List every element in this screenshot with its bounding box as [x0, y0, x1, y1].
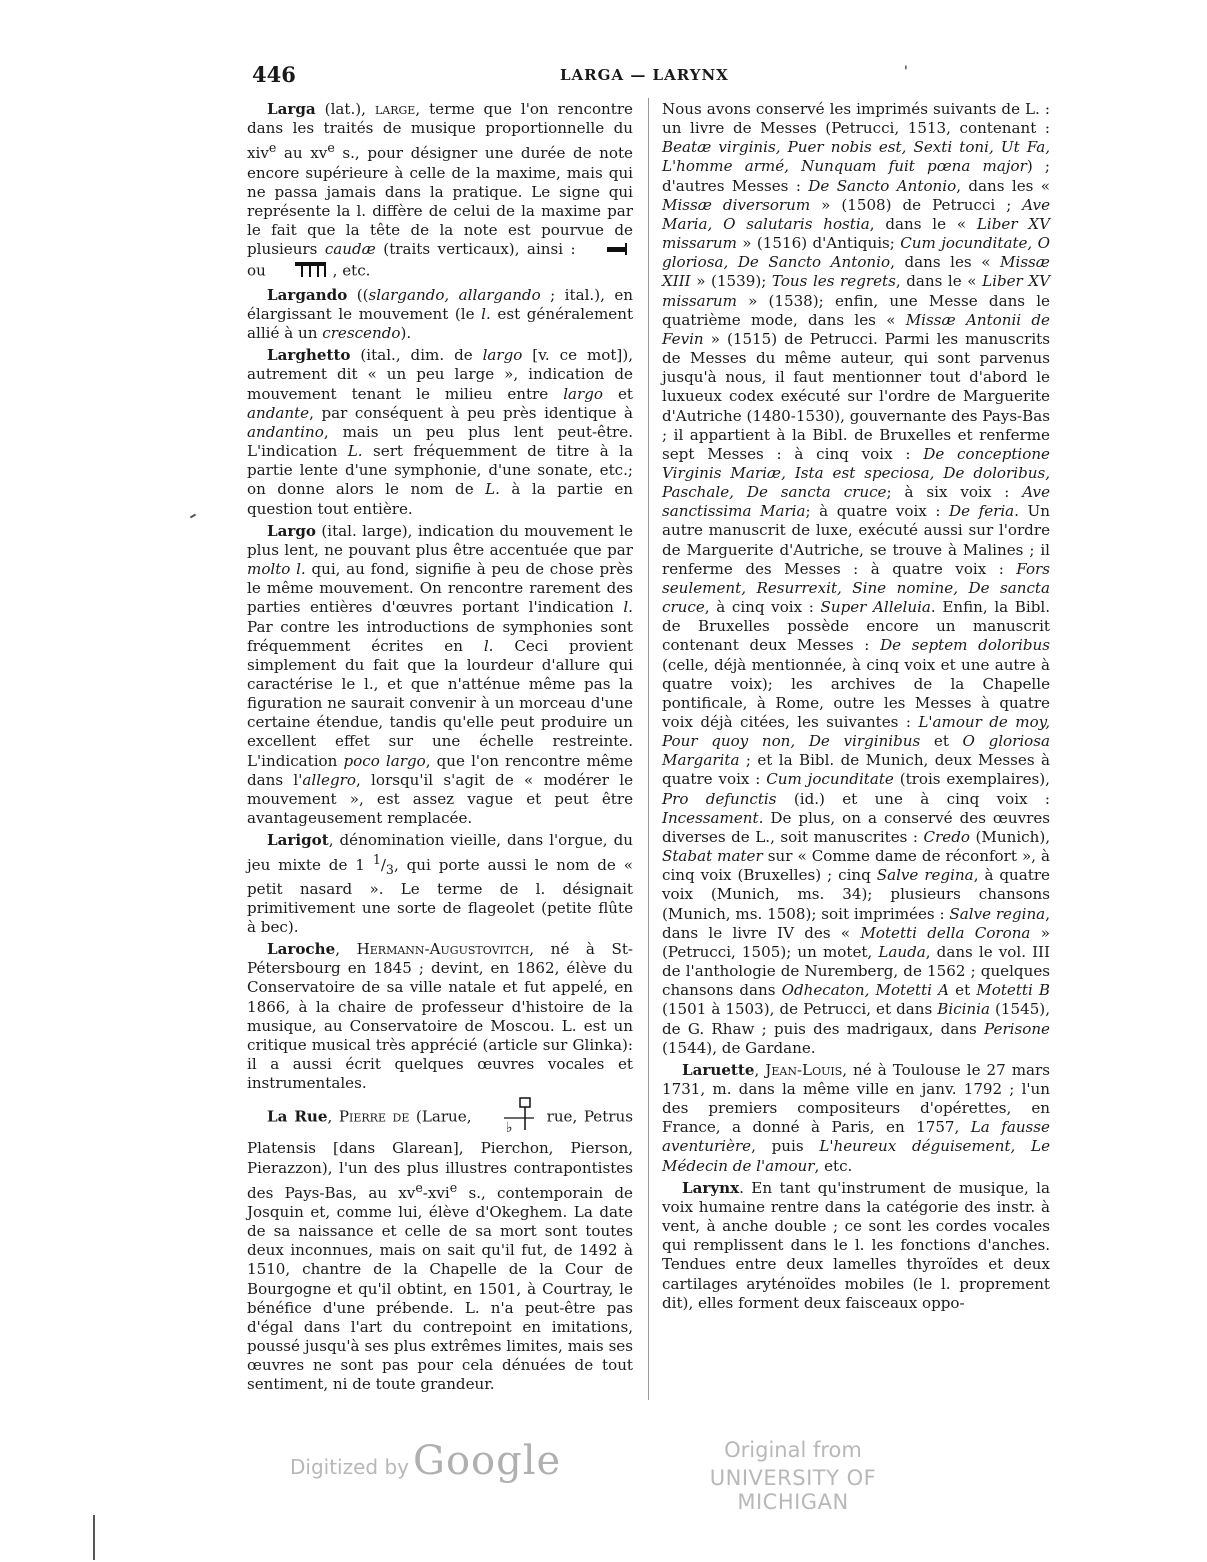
- google-logo: Google: [413, 1438, 562, 1484]
- page-header: [0, 62, 1207, 92]
- entry-larghetto: Larghetto (ital., dim. de largo [v. ce mot]), autrement dit « un peu large », indication de mouvement tenant le milieu entre largo et andante, par conséquent à peu près identique à andantino, mais un peu plus lent peut-être. L'indication L. sert fréquemment de titre à la partie lente d'une symphonie, d'une sonate, etc.; on donne alors le nom de L. à la partie en question tout entière.: [247, 346, 634, 518]
- page-number: 446: [252, 62, 296, 87]
- scan-mark: [93, 1515, 95, 1560]
- entry-larue-cont: Nous avons conservé les imprimés suivants de L. : un livre de Messes (Petrucci, 1513, contenant : Beatæ virginis, Puer nobis est, Sexti toni, Ut Fa, L'homme armé, Nunquam fuit pœna major) ; d'autres Messes : De Sancto Antonio, dans les « Missæ diversorum » (1508) de Petrucci ; Ave Maria, O salutaris hostia, dans le « Liber XV missarum » (1516) d'Antiquis; Cum jocunditate, O gloriosa, De Sancto Antonio, dans les « Missæ XIII » (1539); Tous les regrets, dans le « Liber XV missarum » (1538); enfin, une Messe dans le quatrième mode, dans les « Missæ Antonii de Fevin » (1515) de Petrucci. Parmi les manuscrits de Messes du même auteur, qui sont parvenus jusqu'à nous, il faut mentionner tout d'abord le luxueux codex exécuté sur l'ordre de Marguerite d'Autriche (1480-1530), gouvernante des Pays-Bas ; il appartient à la Bibl. de Bruxelles et renferme sept Messes : à cinq voix : De conceptione Virginis Mariæ, Ista est speciosa, De doloribus, Paschale, De sancta cruce; à six voix : Ave sanctissima Maria; à quatre voix : De feria. Un autre manuscrit de luxe, exécuté aussi sur l'ordre de Marguerite d'Autriche, se trouve à Malines ; il renferme des Messes : à quatre voix : Fors seulement, Resurrexit, Sine nomine, De sancta cruce, à cinq voix : Super Alleluia. Enfin, la Bibl. de Bruxelles possède encore un manuscrit contenant deux Messes : De septem doloribus (celle, déjà mentionnée, à cinq voix et une autre à quatre voix); les archives de la Chapelle pontificale, à Rome, outre les Messes à quatre voix déjà citées, les suivantes : L'amour de moy, Pour quoy non, De virginibus et O gloriosa Margarita ; et la Bibl. de Munich, deux Messes à quatre voix : Cum jocunditate (trois exemplaires), Pro defunctis (id.) et une à cinq voix : Incessament. De plus, on a conservé des œuvres diverses de L., soit manuscrites : Credo (Munich), Stabat mater sur « Comme dame de réconfort », à cinq voix (Bruxelles) ; cinq Salve regina, à quatre voix (Munich, ms. 34); plusieurs chansons (Munich, ms. 1508); soit imprimées : Salve regina, dans le livre IV des « Motetti della Corona » (Petrucci, 1505); un motet, Lauda, dans le vol. III de l'anthologie de Nuremberg, de 1562 ; quelques chansons dans Odhecaton, Motetti A et Motetti B (1501 à 1503), de Petrucci, et dans Bicinia (1545), de G. Rhaw ; puis des madrigaux, dans Perisone (1544), de Gardane.: [662, 100, 1051, 1057]
- entry-larynx: Larynx. En tant qu'instrument de musique, la voix humaine rentre dans la catégorie des instr. à vent, à anche double ; ce sont les cordes vocales qui remplissent dans le l. les fonctions d'anches. Tendues entre deux lamelles thyroïdes et deux cartilages aryténoïdes mobiles (le l. proprement dit), elles forment deux faisceaux oppo-: [662, 1178, 1050, 1312]
- music-note-glyph-icon: [275, 260, 329, 283]
- entry-largo: Largo (ital. large), indication du mouvement le plus lent, ne pouvant plus être accentuée que par molto l. qui, au fond, signifie à peu de chose près le même mouvement. On rencontre rarement des parties entières d'œuvres portant l'indication l. Par contre les introductions de symphonies sont fréquemment écrites en l. Ceci provient simplement du fait que la lourdeur d'allure qui caractérise le l., et que n'atténue même pas la figuration ne saurait convenir à un morceau d'une certaine étendue, tandis qu'elle peut produire un excellent effet sur une échelle restreinte. L'indication poco largo, que l'on rencontre même dans l'allegro, lorsqu'il s'agit de « modérer le mouvement », est assez vague et peut être avantageusement remplacée.: [247, 521, 633, 828]
- right-column: [662, 100, 1050, 1316]
- svg-text:♭: ♭: [506, 1120, 513, 1135]
- original-from-watermark: [668, 1438, 918, 1514]
- left-column: [247, 100, 633, 1398]
- digitized-label: Digitized by: [290, 1455, 409, 1479]
- entry-largando: Largando ((slargando, allargando ; ital.), en élargissant le mouvement (le l. est généralement allié à un crescendo).: [247, 285, 634, 343]
- music-note-glyph-icon: [587, 241, 629, 260]
- original-from-label: Original from: [724, 1438, 862, 1462]
- entry-larigot: Larigot, dénomination vieille, dans l'orgue, du jeu mixte de 1 $^1/_3$, qui porte aussi le nom de « petit nasard ». Le terme de l. désignait primitivement une sorte de flageolet (petite flûte à bec).: [247, 831, 633, 936]
- university-label: UNIVERSITY OF MICHIGAN: [709, 1466, 877, 1514]
- scan-mark: [190, 514, 196, 519]
- digitized-by-watermark: [290, 1438, 561, 1484]
- music-note-glyph-icon: [482, 1096, 536, 1139]
- running-head: LARGA — LARYNX: [560, 66, 729, 84]
- entry-laroche: Laroche, Hermann-Augustovitch, né à St-Pétersbourg en 1845 ; devint, en 1862, élève du Conservatoire de sa ville natale et fut appelé, en 1866, à la chaire de professeur d'histoire de la musique, au Conservatoire de Moscou. L. est un critique musical très apprécié (article sur Glinka): il a aussi écrit quelques œuvres vocales et instrumentales.: [247, 940, 633, 1093]
- header-mark: ': [904, 64, 908, 80]
- entry-larga: Larga (lat.), large, terme que l'on rencontre dans les traités de musique proportionnelle du xiv$^e$ au $xv^e$ s., pour désigner une durée de note encore supérieure à celle de la maxime, mais qui ne passa jamais dans la pratique. Le signe qui représente la l. diffère de celui de la maxime par le fait que la tête de la note est pourvue de plusieurs caudæ (traits verticaux), ainsi : ou , etc.: [247, 100, 633, 283]
- entry-larue: La Rue, Pierre de (Larue, ♭ rue, Petrus Platensis [dans Glarean], Pierchon, Pierson, Pierazzon), l'un des plus illustres contrapontistes des Pays-Bas, au $xv^e-xvi^e$ s., contemporain de Josquin et, comme lui, élève d'Okeghem. La date de sa naissance et celle de sa mort sont toutes deux inconnues, mais on sait qu'il fut, de 1492 à 1510, chantre de la Chapelle de la Cour de Bourgogne et qu'il obtint, en 1501, à Courtray, le bénéfice d'une prébende. L. n'a peut-être pas d'égal dans l'art du contrepoint en imitations, poussé jusqu'à ses plus extrêmes limites, mais ses œuvres ne sont pas pour cela dénuées de tout sentiment, ni de toute grandeur.: [247, 1096, 633, 1394]
- entry-laruette: Laruette, Jean-Louis, né à Toulouse le 27 mars 1731, m. dans la même ville en janv. 1792 ; l'un des premiers compositeurs d'opérettes, en France, a donné à Paris, en 1757, La fausse aventurière, puis L'heureux déguisement, Le Médecin de l'amour, etc.: [662, 1060, 1050, 1175]
- column-divider: [648, 98, 649, 1400]
